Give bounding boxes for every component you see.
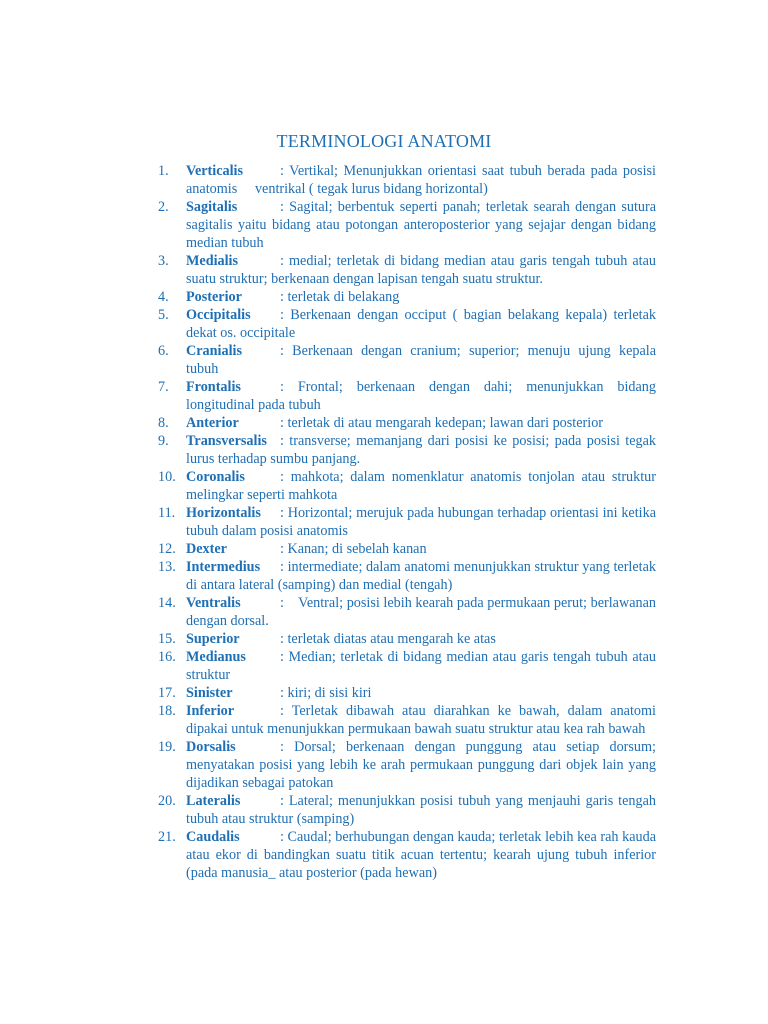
item-term: Occipitalis <box>186 307 251 323</box>
item-term: Verticalis <box>186 163 243 179</box>
item-term: Coronalis <box>186 469 245 485</box>
item-number: 20. <box>158 793 176 809</box>
item-term: Dorsalis <box>186 739 236 755</box>
item-term: Sagitalis <box>186 199 238 215</box>
list-item <box>158 594 656 630</box>
item-term: Medialis <box>186 253 239 269</box>
item-term: Superior <box>186 631 240 647</box>
list-item <box>158 504 656 540</box>
item-description: : Frontal; berkenaan dengan dahi; menunjukkan bidang longitudinal pada tubuh <box>186 379 656 413</box>
item-description: : Caudal; berhubungan dengan kauda; terletak lebih kea rah kauda atau ekor di bandingkan suatu titik acuan tertentu; kearah ujung tubuh inferior (pada manusia_ atau posterior (pada hewan) <box>186 829 656 881</box>
item-description: : kiri; di sisi kiri <box>280 685 372 701</box>
item-term: Dexter <box>186 541 227 557</box>
item-description: : Terletak dibawah atau diarahkan ke bawah, dalam anatomi dipakai untuk menunjukkan permukaan bawah suatu struktur atau kea rah bawah <box>186 703 656 737</box>
list-item <box>158 378 656 414</box>
item-number: 7. <box>158 379 169 395</box>
terminology-list <box>158 162 656 882</box>
list-item <box>158 468 656 504</box>
list-item <box>158 414 656 432</box>
item-description: : Horizontal; merujuk pada hubungan terhadap orientasi ini ketika tubuh dalam posisi anatomis <box>186 505 656 539</box>
item-number: 9. <box>158 433 169 449</box>
item-term: Anterior <box>186 415 239 431</box>
item-description: : Berkenaan dengan cranium; superior; menuju ujung kepala tubuh <box>186 343 656 377</box>
item-number: 14. <box>158 595 176 611</box>
list-item <box>158 540 656 558</box>
page-title: TERMINOLOGI ANATOMI <box>276 131 492 151</box>
list-item <box>158 432 656 468</box>
item-number: 15. <box>158 631 176 647</box>
list-item <box>158 252 656 288</box>
item-number: 1. <box>158 163 169 179</box>
item-description: : Median; terletak di bidang median atau garis tengah tubuh atau struktur <box>186 649 656 683</box>
item-term: Lateralis <box>186 793 241 809</box>
item-description: : transverse; memanjang dari posisi ke posisi; pada posisi tegak lurus terhadap sumbu panjang. <box>186 433 656 467</box>
item-term: Cranialis <box>186 343 242 359</box>
list-item <box>158 288 656 306</box>
item-number: 8. <box>158 415 169 431</box>
list-item <box>158 684 656 702</box>
item-number: 13. <box>158 559 176 575</box>
item-description: : Berkenaan dengan occiput ( bagian belakang kepala) terletak dekat os. occipitale <box>186 307 656 341</box>
item-number: 19. <box>158 739 176 755</box>
item-description: : terletak di atau mengarah kedepan; lawan dari posterior <box>280 415 604 431</box>
item-description: : mahkota; dalam nomenklatur anatomis tonjolan atau struktur melingkar seperti mahkota <box>186 469 656 503</box>
item-number: 18. <box>158 703 176 719</box>
item-number: 5. <box>158 307 169 323</box>
item-term: Ventralis <box>186 595 241 611</box>
item-description: : intermediate; dalam anatomi menunjukkan struktur yang terletak di antara lateral (samping) dan medial (tengah) <box>186 559 656 593</box>
item-description: : Vertikal; Menunjukkan orientasi saat tubuh berada pada posisi anatomis ventrikal ( tegak lurus bidang horizontal) <box>186 163 656 197</box>
item-description: : terletak di belakang <box>280 289 400 305</box>
item-number: 21. <box>158 829 176 845</box>
list-item <box>158 306 656 342</box>
list-item <box>158 702 656 738</box>
item-term: Posterior <box>186 289 242 305</box>
item-term: Inferior <box>186 703 235 719</box>
item-description: : Dorsal; berkenaan dengan punggung atau setiap dorsum; menyatakan posisi yang lebih ke arah permukaan punggung dari objek lain yang dijadikan sebagai patokan <box>186 739 656 791</box>
item-term: Medianus <box>186 649 246 665</box>
item-number: 4. <box>158 289 169 305</box>
item-term: Horizontalis <box>186 505 261 521</box>
item-term: Intermedius <box>186 559 261 575</box>
list-item <box>158 648 656 684</box>
item-term: Transversalis <box>186 433 267 449</box>
item-term: Caudalis <box>186 829 240 845</box>
item-number: 11. <box>158 505 176 521</box>
list-item <box>158 792 656 828</box>
item-term: Sinister <box>186 685 233 701</box>
item-description: : Ventral; posisi lebih kearah pada permukaan perut; berlawanan dengan dorsal. <box>186 595 656 629</box>
item-description: : Lateral; menunjukkan posisi tubuh yang menjauhi garis tengah tubuh atau struktur (samping) <box>186 793 656 827</box>
list-item <box>158 828 656 882</box>
list-item <box>158 342 656 378</box>
item-number: 3. <box>158 253 169 269</box>
list-item <box>158 198 656 252</box>
item-term: Frontalis <box>186 379 241 395</box>
item-number: 12. <box>158 541 176 557</box>
list-item <box>158 630 656 648</box>
list-item <box>158 162 656 198</box>
item-description: : Kanan; di sebelah kanan <box>280 541 427 557</box>
item-description: : Sagital; berbentuk seperti panah; terletak searah dengan sutura sagitalis yaitu bidang atau potongan anteroposterior yang sejajar dengan bidang median tubuh <box>186 199 656 251</box>
item-description: : medial; terletak di bidang median atau garis tengah tubuh atau suatu struktur; berkenaan dengan lapisan tengah suatu struktur. <box>186 253 656 287</box>
item-number: 2. <box>158 199 169 215</box>
item-number: 17. <box>158 685 176 701</box>
item-description: : terletak diatas atau mengarah ke atas <box>280 631 496 647</box>
item-number: 16. <box>158 649 176 665</box>
item-number: 6. <box>158 343 169 359</box>
list-item <box>158 558 656 594</box>
list-item <box>158 738 656 792</box>
item-number: 10. <box>158 469 176 485</box>
